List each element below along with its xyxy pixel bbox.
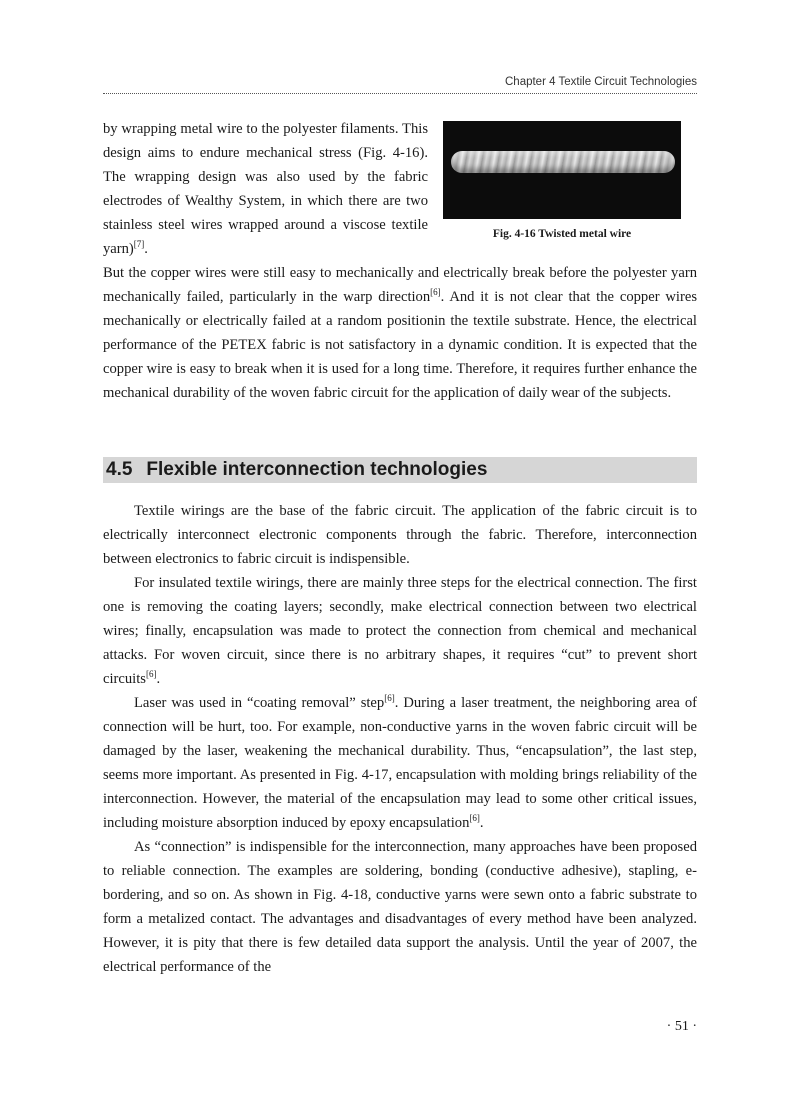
paragraph-continued-b: . And it is not clear that the copper wires mechanically or electrically failed at a random positionin the textile substrate. Hence, the electrical performance of the PETEX fabric is not satisfactory in a dynamic condition. It is expected that the copper wire is easy to break when it is used for a long time. Therefore, it requires further enhance the mechanical durability of the woven fabric circuit for the application of daily wear of the subjects. (103, 289, 697, 401)
wrapped-paragraph-text: by wrapping metal wire to the polyester filaments. This design aims to endure mechanical stress (Fig. 4-16). The wrapping design was also used by the fabric electrodes of Wealthy System, in which there are two stainless steel wires wrapped around a viscose textile yarn) (103, 121, 428, 257)
paragraph-4: As “connection” is indispensible for the interconnection, many approaches have been proposed to reliable connection. The examples are soldering, bonding (conductive adhesive), stapling, e-bordering, and so on. As shown in Fig. 4-18, conductive yarns were sewn onto a fabric substrate to form a metalized contact. The advantages and disadvantages of every method have been analyzed. However, it is pity that there is few detailed data support the analysis. Until the year of 2007, the electrical performance of the (103, 839, 697, 975)
paragraph-3-a: Laser was used in “coating removal” step (134, 695, 385, 711)
paragraph-2-text: For insulated textile wirings, there are mainly three steps for the electrical connection. The first one is removing the coating layers; secondly, make electrical connection between two electrical wires; finally, encapsulation was made to protect the connection from chemical and mechanical attacks. For woven circuit, since there is no arbitrary shapes, it requires “cut” to prevent short circuits (103, 575, 697, 687)
header-divider (103, 93, 697, 94)
paragraph-continued-a: But the copper wires were still easy to mechanically and electrically break before the polyester yarn mechanically failed, particularly in the warp direction (103, 265, 697, 305)
citation-6b: [6] (145, 669, 157, 680)
citation-6a: [6] (430, 287, 441, 298)
paragraph-continued (103, 261, 697, 405)
section-heading (103, 457, 697, 483)
citation-7: [7] (133, 239, 145, 250)
wrapped-paragraph-end: . (144, 241, 148, 257)
paragraph-2 (103, 571, 697, 691)
wrapped-paragraph (103, 117, 428, 261)
page-number: · 51 · (666, 1019, 697, 1034)
paragraph-1: Textile wirings are the base of the fabric circuit. The application of the fabric circuit is to electrically interconnect electronic components through the fabric. Therefore, interconnection between electronics to fabric circuit is indispensible. (103, 503, 697, 567)
section-body (103, 499, 697, 979)
paragraph-3-end: . (479, 815, 484, 831)
figure-4-16 (443, 121, 681, 240)
paragraph-2-end: . (156, 671, 161, 687)
wire-illustration (451, 151, 675, 173)
paragraph-3-b: . During a laser treatment, the neighboring area of connection will be hurt, too. For example, non-conductive yarns in the woven fabric circuit will be damaged by the laser, weakening the mechanical durability. Thus, “encapsulation”, the last step, seems more important. As presented in Fig. 4-17, encapsulation with molding brings reliability of the interconnection. However, the material of the encapsulation may lead to some other critical issues, including moisture absorption induced by epoxy encapsulation (103, 695, 697, 831)
citation-6d: [6] (469, 813, 480, 824)
citation-6c: [6] (384, 693, 395, 704)
figure-caption: Fig. 4-16 Twisted metal wire (492, 228, 632, 240)
section-number: 4.5 (106, 459, 133, 480)
twisted-wire-image (443, 121, 681, 219)
paragraph-3 (103, 691, 697, 835)
section-title: Flexible interconnection technologies (146, 459, 488, 480)
running-header: Chapter 4 Textile Circuit Technologies (505, 76, 697, 88)
